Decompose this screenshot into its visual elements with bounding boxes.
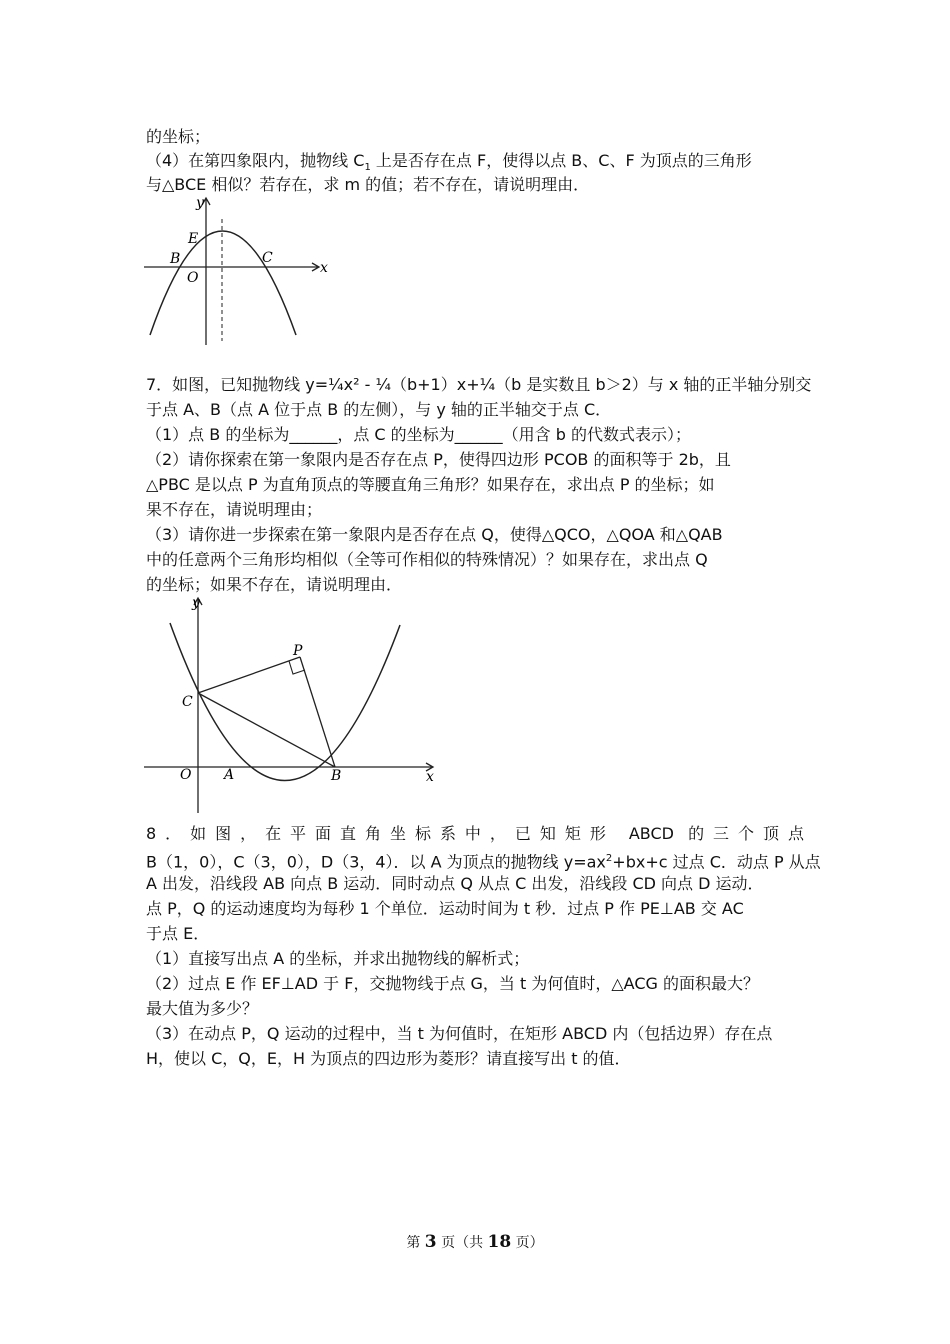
footer-prefix: 第 [406, 1235, 425, 1251]
footer-suffix: 页） [511, 1235, 544, 1251]
label-C: C [182, 694, 193, 710]
p7-line-6: 果不存在，请说明理由； [146, 500, 323, 519]
p8-line-7: （2）过点 E 作 EF⊥AD 于 F，交抛物线于点 G，当 t 为何值时，△ACG 的面积最大？ [146, 974, 759, 993]
label-O: O [187, 270, 199, 286]
label-E: E [188, 231, 199, 247]
footer-page-number: 3 [424, 1232, 437, 1252]
p8-line-2a: B（1，0），C（3，0），D（3，4）．以 A 为顶点的抛物线 y=ax [146, 852, 606, 872]
label-y: y [196, 195, 204, 211]
p7-line-8: 中的任意两个三角形均相似（全等可作相似的特殊情况）？如果存在，求出点 Q [146, 550, 708, 569]
p7-line-9: 的坐标；如果不存在，请说明理由． [146, 575, 403, 594]
p8-line-2-sup: 2 [605, 853, 613, 864]
label-B: B [331, 768, 342, 784]
label-B: B [170, 251, 181, 267]
label-C: C [262, 250, 273, 266]
label-x: x [320, 260, 328, 276]
label-A: A [224, 767, 235, 783]
p8-line-8: 最大值为多少？ [146, 999, 259, 1018]
label-x: x [426, 769, 434, 785]
p6-line-2-sub: 1 [364, 162, 371, 174]
parabola [150, 231, 296, 335]
p8-line-6: （1）直接写出点 A 的坐标，并求出抛物线的解析式； [146, 949, 530, 968]
footer-middle: 页（共 [436, 1235, 488, 1251]
p8-line-3: A 出发，沿线段 AB 向点 B 运动．同时动点 Q 从点 C 出发，沿线段 CD 向点 D 运动． [146, 874, 764, 893]
p6-line-2b: 上是否存在点 F，使得以点 B、C、F 为顶点的三角形 [370, 151, 752, 170]
p7-line-1: 7．如图，已知抛物线 y=¼x² - ¼（b+1）x+¼（b 是实数且 b＞2）与 x 轴的正半轴分别交 [146, 375, 812, 394]
p7-line-4: （2）请你探索在第一象限内是否存在点 P，使得四边形 PCOB 的面积等于 2b，且 [146, 450, 731, 469]
p6-line-3: 与△BCE 相似？若存在，求 m 的值；若不存在，请说明理由． [146, 175, 590, 194]
p8-line-1: 8．如图，在平面直角坐标系中，已知矩形 ABCD 的三个顶点 [146, 824, 804, 843]
p6-line-2a: （4）在第四象限内，抛物线 C [146, 151, 365, 170]
figure-problem6 [140, 193, 340, 357]
figure-problem7 [140, 593, 450, 819]
parabola [170, 623, 400, 781]
p8-line-10: H，使以 C，Q，E，H 为顶点的四边形为菱形？请直接写出 t 的值． [146, 1049, 631, 1068]
p7-line-3: （1）点 B 的坐标为______，点 C 的坐标为______（用含 b 的代数式表示）； [146, 425, 692, 444]
p8-line-2 [146, 849, 821, 872]
p6-line-1: 的坐标； [146, 127, 211, 146]
p8-line-2b: +bx+c 过点 C．动点 P 从点 [612, 852, 821, 872]
segment-CP [198, 657, 300, 693]
p8-line-5: 于点 E． [146, 924, 210, 943]
p8-line-4: 点 P，Q 的运动速度均为每秒 1 个单位．运动时间为 t 秒．过点 P 作 PE⊥AB 交 AC [146, 899, 744, 918]
label-O: O [180, 767, 192, 783]
p7-line-5: △PBC 是以点 P 为直角顶点的等腰直角三角形？如果存在，求出点 P 的坐标；如 [146, 475, 715, 494]
label-y: y [192, 595, 200, 611]
page-footer [0, 1232, 950, 1252]
p7-line-2: 于点 A、B（点 A 位于点 B 的左侧），与 y 轴的正半轴交于点 C． [146, 400, 612, 419]
p8-line-9: （3）在动点 P，Q 运动的过程中，当 t 为何值时，在矩形 ABCD 内（包括边界）存在点 [146, 1024, 773, 1043]
label-P: P [293, 643, 303, 659]
footer-total-pages: 18 [487, 1232, 512, 1252]
p7-line-7: （3）请你进一步探索在第一象限内是否存在点 Q，使得△QCO，△QOA 和△QAB [146, 525, 723, 544]
right-angle-mark [289, 661, 305, 674]
